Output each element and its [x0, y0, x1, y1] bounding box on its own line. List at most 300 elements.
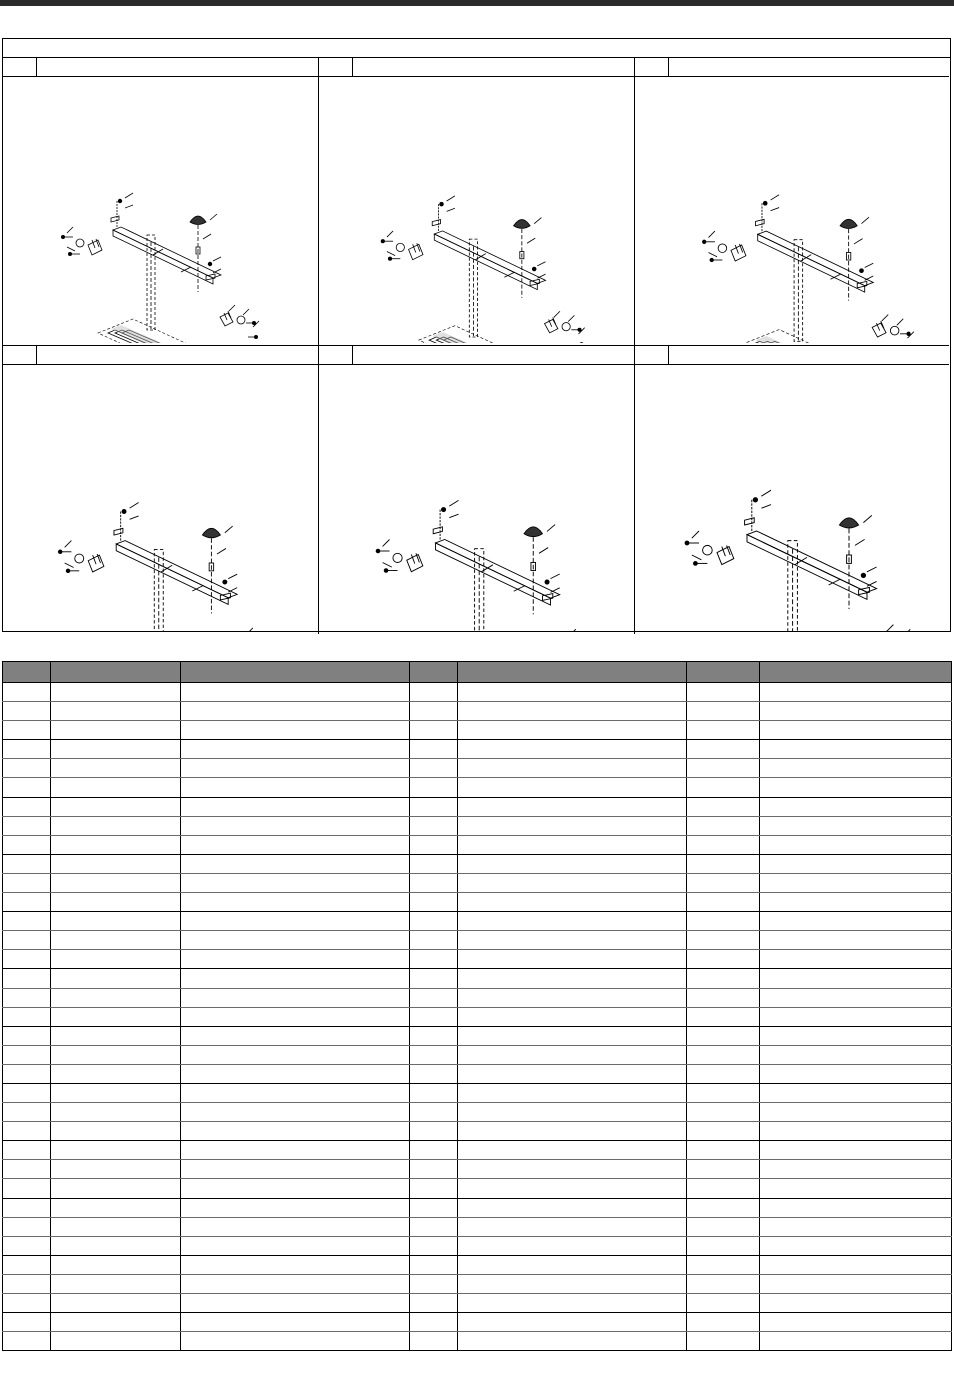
table-cell: [181, 873, 410, 892]
table-cell: [410, 950, 458, 969]
table-row: [3, 835, 952, 854]
table-cell: [687, 873, 760, 892]
table-row: [3, 759, 952, 778]
table-cell: [687, 797, 760, 816]
table-cell: [51, 873, 181, 892]
table-cell: [410, 1160, 458, 1179]
rail-assembly-exploded-drawing: [3, 365, 317, 631]
table-cell: [760, 1026, 952, 1045]
table-row: [3, 1255, 952, 1274]
table-cell: [181, 816, 410, 835]
table-cell: [687, 912, 760, 931]
table-cell: [760, 1313, 952, 1332]
table-cell: [760, 778, 952, 797]
col-header: [687, 662, 760, 683]
table-cell: [458, 797, 687, 816]
table-cell: [458, 1198, 687, 1217]
table-cell: [51, 1083, 181, 1102]
table-cell: [181, 1007, 410, 1026]
table-row: [3, 854, 952, 873]
table-cell: [458, 1236, 687, 1255]
table-cell: [458, 702, 687, 721]
table-row: [3, 873, 952, 892]
table-row: [3, 950, 952, 969]
parts-table: [2, 661, 952, 1351]
table-cell: [51, 854, 181, 873]
table-cell: [687, 893, 760, 912]
table-cell: [51, 1026, 181, 1045]
table-cell: [51, 1294, 181, 1313]
table-cell: [458, 816, 687, 835]
panel-header: [3, 346, 318, 365]
table-cell: [687, 1026, 760, 1045]
table-cell: [410, 1026, 458, 1045]
table-cell: [760, 740, 952, 759]
table-row: [3, 683, 952, 702]
table-cell: [3, 835, 51, 854]
table-cell: [3, 1294, 51, 1313]
table-cell: [51, 740, 181, 759]
table-cell: [51, 1103, 181, 1122]
table-cell: [181, 1026, 410, 1045]
table-cell: [181, 778, 410, 797]
table-cell: [760, 854, 952, 873]
panel-name: [353, 346, 634, 364]
table-row: [3, 721, 952, 740]
table-cell: [458, 1007, 687, 1026]
table-cell: [3, 931, 51, 950]
table-cell: [181, 835, 410, 854]
table-cell: [51, 1007, 181, 1026]
panel-code: [319, 346, 353, 364]
table-cell: [181, 912, 410, 931]
table-cell: [51, 721, 181, 740]
table-cell: [458, 1255, 687, 1274]
table-cell: [181, 1332, 410, 1351]
table-cell: [410, 1141, 458, 1160]
table-cell: [458, 721, 687, 740]
table-cell: [760, 721, 952, 740]
table-cell: [3, 912, 51, 931]
table-row: [3, 1160, 952, 1179]
table-cell: [3, 1122, 51, 1141]
table-row: [3, 912, 952, 931]
table-cell: [181, 1122, 410, 1141]
table-cell: [3, 1141, 51, 1160]
table-row: [3, 969, 952, 988]
table-row: [3, 740, 952, 759]
table-row: [3, 1274, 952, 1293]
table-cell: [458, 950, 687, 969]
table-cell: [410, 740, 458, 759]
table-cell: [3, 950, 51, 969]
table-cell: [760, 969, 952, 988]
table-cell: [181, 1217, 410, 1236]
table-cell: [410, 1255, 458, 1274]
table-cell: [687, 721, 760, 740]
table-cell: [458, 1064, 687, 1083]
table-cell: [458, 1294, 687, 1313]
table-row: [3, 1332, 952, 1351]
panel-code: [3, 58, 37, 76]
table-cell: [760, 702, 952, 721]
table-cell: [3, 1103, 51, 1122]
table-row: [3, 1026, 952, 1045]
table-cell: [3, 988, 51, 1007]
table-cell: [181, 1236, 410, 1255]
table-cell: [410, 988, 458, 1007]
top-rule: [0, 0, 954, 6]
table-cell: [458, 873, 687, 892]
table-cell: [458, 778, 687, 797]
drawing-panel: [3, 58, 319, 346]
table-cell: [410, 816, 458, 835]
table-cell: [760, 1160, 952, 1179]
table-cell: [687, 1064, 760, 1083]
table-cell: [181, 988, 410, 1007]
table-cell: [458, 969, 687, 988]
table-cell: [51, 778, 181, 797]
table-cell: [3, 893, 51, 912]
table-cell: [458, 912, 687, 931]
panel-code: [635, 58, 669, 76]
table-cell: [181, 1198, 410, 1217]
table-cell: [410, 1294, 458, 1313]
table-cell: [687, 1313, 760, 1332]
table-cell: [687, 1198, 760, 1217]
table-row: [3, 816, 952, 835]
table-cell: [760, 1294, 952, 1313]
table-cell: [3, 702, 51, 721]
table-row: [3, 1313, 952, 1332]
table-cell: [51, 1045, 181, 1064]
table-cell: [760, 1198, 952, 1217]
table-cell: [410, 1179, 458, 1198]
table-cell: [687, 1083, 760, 1102]
table-cell: [410, 759, 458, 778]
table-cell: [410, 1313, 458, 1332]
table-cell: [458, 1045, 687, 1064]
table-cell: [687, 854, 760, 873]
table-cell: [3, 759, 51, 778]
table-cell: [3, 740, 51, 759]
table-cell: [3, 969, 51, 988]
exploded-view-figure: [2, 38, 951, 632]
table-cell: [410, 893, 458, 912]
panel-name: [669, 58, 949, 76]
table-cell: [3, 1198, 51, 1217]
table-cell: [181, 1064, 410, 1083]
col-header: [181, 662, 410, 683]
table-cell: [181, 1160, 410, 1179]
table-cell: [181, 740, 410, 759]
drawing-panel: [319, 346, 635, 634]
rail-assembly-exploded-drawing: [319, 77, 633, 343]
table-cell: [3, 1179, 51, 1198]
table-cell: [3, 1160, 51, 1179]
panel-name: [37, 58, 318, 76]
rail-assembly-exploded-drawing: [635, 365, 949, 631]
panel-code: [635, 346, 669, 364]
table-cell: [410, 1064, 458, 1083]
table-cell: [687, 1007, 760, 1026]
table-cell: [51, 1217, 181, 1236]
table-row: [3, 702, 952, 721]
table-cell: [181, 1255, 410, 1274]
table-cell: [410, 1083, 458, 1102]
table-cell: [760, 1122, 952, 1141]
table-cell: [410, 1007, 458, 1026]
table-cell: [410, 1274, 458, 1293]
panel-name: [37, 346, 318, 364]
table-cell: [760, 1332, 952, 1351]
table-cell: [760, 950, 952, 969]
table-cell: [458, 893, 687, 912]
drawing-panel: [635, 58, 949, 346]
table-cell: [458, 683, 687, 702]
table-cell: [51, 1255, 181, 1274]
rail-assembly-exploded-drawing: [319, 365, 633, 631]
table-cell: [760, 1179, 952, 1198]
table-cell: [687, 950, 760, 969]
panel-header: [3, 58, 318, 77]
table-cell: [3, 721, 51, 740]
table-cell: [760, 988, 952, 1007]
table-cell: [687, 1255, 760, 1274]
table-cell: [3, 1255, 51, 1274]
table-cell: [687, 1332, 760, 1351]
table-cell: [760, 1141, 952, 1160]
table-cell: [687, 988, 760, 1007]
table-row: [3, 1045, 952, 1064]
panel-name: [353, 58, 634, 76]
table-cell: [760, 1083, 952, 1102]
table-cell: [181, 969, 410, 988]
table-cell: [3, 1217, 51, 1236]
table-cell: [51, 893, 181, 912]
table-cell: [181, 950, 410, 969]
table-cell: [458, 1141, 687, 1160]
table-cell: [410, 797, 458, 816]
table-row: [3, 778, 952, 797]
table-row: [3, 893, 952, 912]
table-cell: [410, 969, 458, 988]
table-cell: [760, 1064, 952, 1083]
panel-name: [669, 346, 949, 364]
table-cell: [181, 797, 410, 816]
table-cell: [51, 1179, 181, 1198]
table-cell: [410, 702, 458, 721]
table-cell: [687, 1179, 760, 1198]
table-cell: [687, 1217, 760, 1236]
table-cell: [51, 931, 181, 950]
table-row: [3, 1217, 952, 1236]
table-cell: [51, 969, 181, 988]
table-row: [3, 1007, 952, 1026]
table-cell: [410, 1198, 458, 1217]
col-header: [3, 662, 51, 683]
table-cell: [687, 835, 760, 854]
rail-assembly-exploded-drawing: [635, 77, 949, 343]
table-cell: [458, 854, 687, 873]
col-header: [51, 662, 181, 683]
table-cell: [760, 816, 952, 835]
table-cell: [760, 1045, 952, 1064]
table-cell: [458, 1026, 687, 1045]
table-cell: [3, 1274, 51, 1293]
col-header: [458, 662, 687, 683]
col-header: [760, 662, 952, 683]
drawing-panel: [3, 346, 319, 634]
table-cell: [760, 931, 952, 950]
table-cell: [51, 816, 181, 835]
table-cell: [410, 835, 458, 854]
table-row: [3, 1294, 952, 1313]
table-cell: [3, 1007, 51, 1026]
table-cell: [760, 873, 952, 892]
table-cell: [687, 931, 760, 950]
table-cell: [458, 759, 687, 778]
table-cell: [410, 1332, 458, 1351]
table-cell: [51, 835, 181, 854]
table-cell: [687, 969, 760, 988]
table-cell: [3, 797, 51, 816]
table-cell: [3, 1313, 51, 1332]
table-cell: [687, 1122, 760, 1141]
table-cell: [51, 1064, 181, 1083]
table-row: [3, 1064, 952, 1083]
table-cell: [3, 1045, 51, 1064]
table-cell: [410, 1103, 458, 1122]
table-cell: [687, 1160, 760, 1179]
table-cell: [458, 1332, 687, 1351]
table-cell: [51, 759, 181, 778]
table-row: [3, 1179, 952, 1198]
table-cell: [51, 912, 181, 931]
table-cell: [458, 1083, 687, 1102]
table-cell: [458, 931, 687, 950]
table-cell: [687, 740, 760, 759]
table-cell: [458, 988, 687, 1007]
table-cell: [760, 1007, 952, 1026]
table-cell: [687, 1236, 760, 1255]
table-header-row: [3, 662, 952, 683]
table-cell: [51, 988, 181, 1007]
table-row: [3, 1141, 952, 1160]
table-cell: [181, 1179, 410, 1198]
table-cell: [687, 702, 760, 721]
table-cell: [687, 1141, 760, 1160]
table-cell: [458, 1217, 687, 1236]
table-cell: [3, 873, 51, 892]
table-cell: [410, 721, 458, 740]
table-cell: [181, 702, 410, 721]
panel-header: [319, 58, 634, 77]
table-row: [3, 1083, 952, 1102]
table-cell: [3, 778, 51, 797]
table-cell: [181, 1103, 410, 1122]
table-cell: [687, 1294, 760, 1313]
table-cell: [410, 854, 458, 873]
table-cell: [458, 1313, 687, 1332]
col-header: [410, 662, 458, 683]
table-cell: [51, 1122, 181, 1141]
drawing-panel: [635, 346, 949, 634]
table-cell: [687, 759, 760, 778]
table-cell: [181, 759, 410, 778]
table-cell: [51, 950, 181, 969]
table-cell: [181, 1083, 410, 1102]
table-cell: [410, 1045, 458, 1064]
table-cell: [181, 1141, 410, 1160]
table-cell: [760, 1236, 952, 1255]
table-cell: [51, 1236, 181, 1255]
table-cell: [51, 1160, 181, 1179]
drawing-panel: [319, 58, 635, 346]
table-cell: [760, 1255, 952, 1274]
table-cell: [410, 683, 458, 702]
panel-code: [319, 58, 353, 76]
table-cell: [51, 1198, 181, 1217]
table-cell: [181, 893, 410, 912]
table-cell: [181, 854, 410, 873]
table-cell: [458, 1179, 687, 1198]
table-cell: [410, 1236, 458, 1255]
table-cell: [3, 1064, 51, 1083]
table-cell: [181, 931, 410, 950]
table-cell: [458, 835, 687, 854]
table-cell: [51, 1141, 181, 1160]
panel-header: [635, 346, 949, 365]
table-cell: [760, 797, 952, 816]
table-cell: [458, 1274, 687, 1293]
table-row: [3, 988, 952, 1007]
table-cell: [3, 854, 51, 873]
table-cell: [181, 1313, 410, 1332]
table-cell: [760, 835, 952, 854]
table-row: [3, 797, 952, 816]
table-cell: [760, 759, 952, 778]
table-cell: [410, 931, 458, 950]
table-cell: [458, 740, 687, 759]
rail-assembly-exploded-drawing: [3, 77, 317, 343]
table-cell: [51, 1313, 181, 1332]
table-cell: [760, 893, 952, 912]
table-cell: [458, 1122, 687, 1141]
table-cell: [3, 1026, 51, 1045]
table-cell: [3, 683, 51, 702]
table-cell: [687, 683, 760, 702]
figure-title: [3, 39, 950, 58]
table-cell: [687, 1045, 760, 1064]
table-cell: [181, 1045, 410, 1064]
table-row: [3, 1122, 952, 1141]
table-cell: [51, 683, 181, 702]
panel-code: [3, 346, 37, 364]
table-row: [3, 931, 952, 950]
table-cell: [51, 702, 181, 721]
table-cell: [687, 778, 760, 797]
table-cell: [410, 1217, 458, 1236]
table-cell: [410, 1122, 458, 1141]
table-cell: [181, 721, 410, 740]
table-row: [3, 1103, 952, 1122]
table-cell: [181, 1294, 410, 1313]
table-cell: [760, 912, 952, 931]
table-cell: [51, 797, 181, 816]
table-cell: [410, 912, 458, 931]
table-cell: [410, 873, 458, 892]
